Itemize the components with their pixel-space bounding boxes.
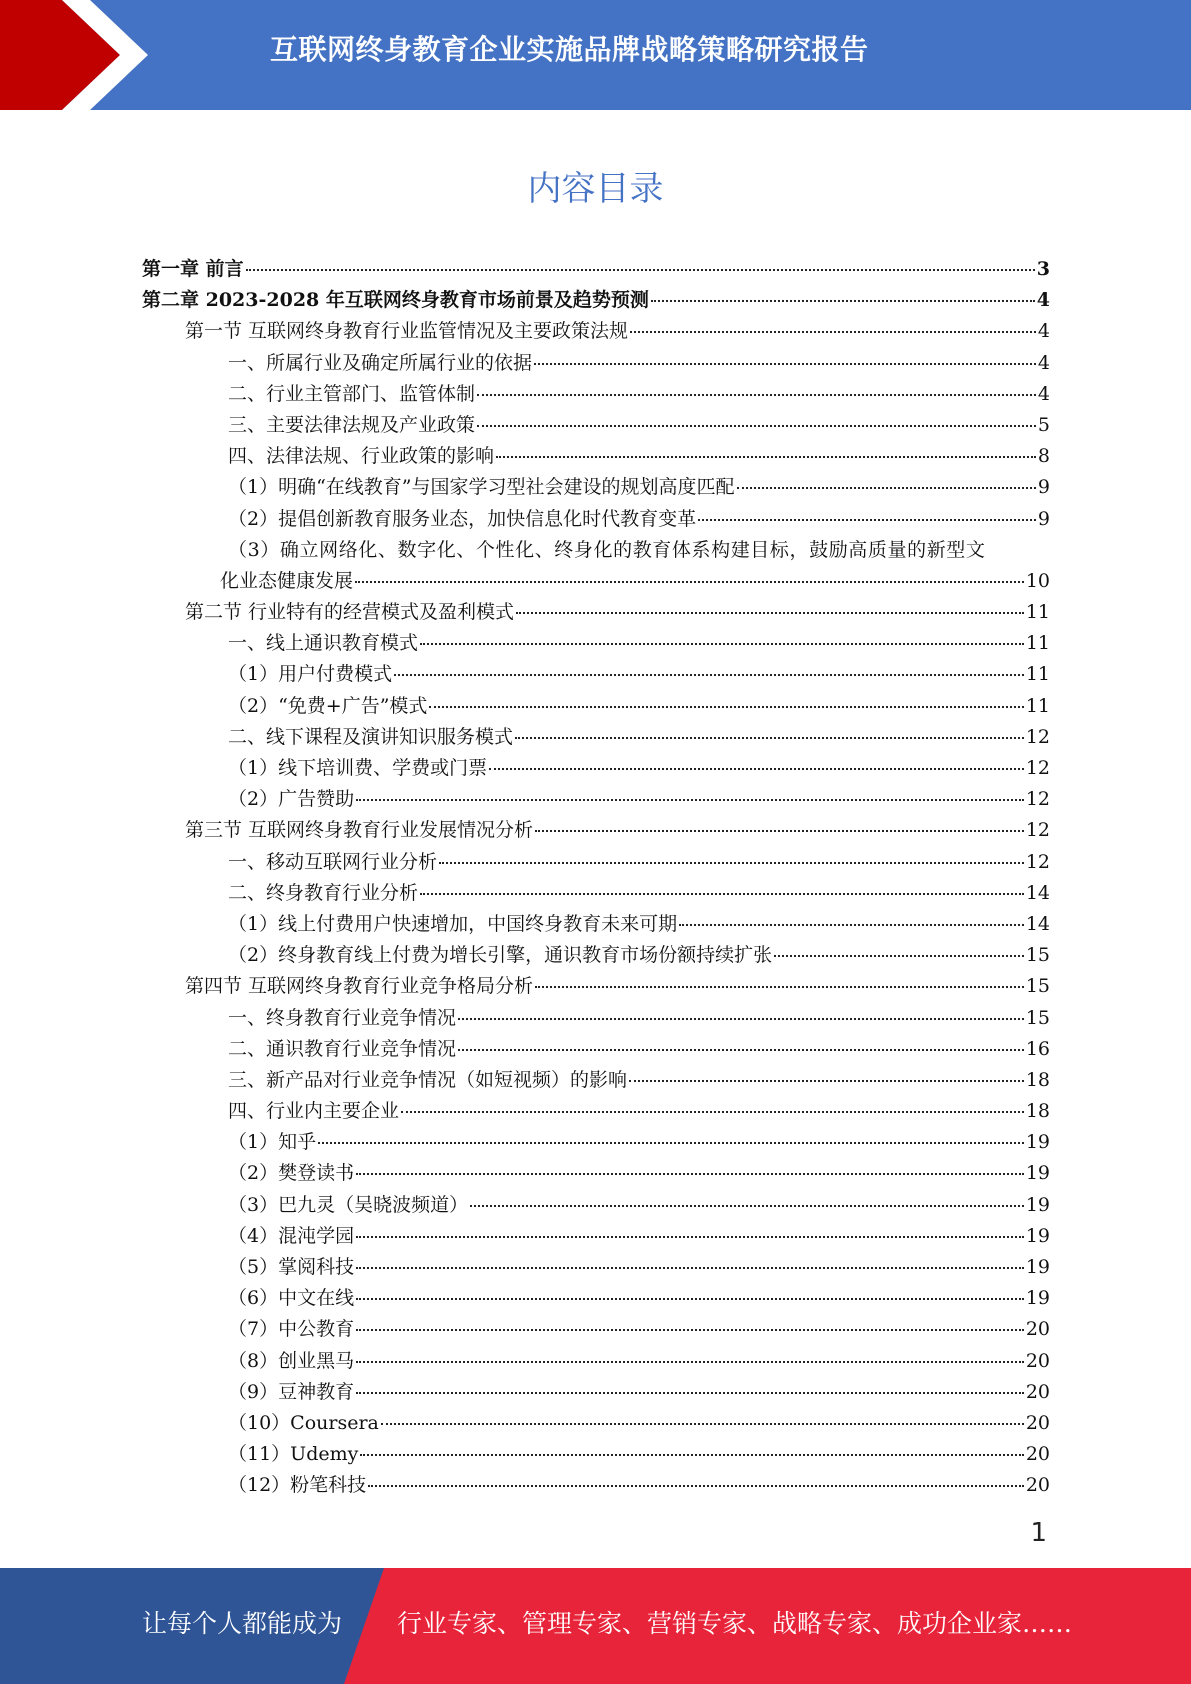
toc-entry[interactable] bbox=[142, 1158, 1050, 1189]
toc-entry[interactable] bbox=[142, 753, 1050, 784]
toc-entry-title: 一、线上通识教育模式 bbox=[228, 632, 419, 655]
toc-entry-title: 二、终身教育行业分析 bbox=[228, 881, 419, 904]
table-of-contents bbox=[142, 254, 1050, 1502]
toc-entry-title: 二、行业主管部门、监管体制 bbox=[228, 382, 476, 405]
toc-entry-page: 18 bbox=[1025, 1068, 1050, 1091]
toc-entry-title: （8）创业黑马 bbox=[228, 1349, 355, 1372]
toc-entry-page: 16 bbox=[1025, 1037, 1050, 1060]
toc-entry-title-continued: 化业态健康发展 bbox=[220, 569, 354, 592]
toc-entry-page: 14 bbox=[1025, 881, 1050, 904]
toc-entry[interactable] bbox=[142, 597, 1050, 628]
toc-entry-title: （6）中文在线 bbox=[228, 1287, 355, 1310]
toc-entry-title: （2）“免费+广告”模式 bbox=[228, 694, 428, 717]
toc-entry-page: 15 bbox=[1025, 1006, 1050, 1029]
toc-entry-title: （3）巴九灵（吴晓波频道） bbox=[228, 1193, 469, 1216]
toc-entry-title: 第二节 行业特有的经营模式及盈利模式 bbox=[185, 601, 515, 624]
toc-entry[interactable] bbox=[142, 441, 1050, 472]
toc-entry[interactable] bbox=[142, 316, 1050, 347]
toc-entry-page: 20 bbox=[1025, 1318, 1050, 1341]
toc-entry-title: （11）Udemy bbox=[228, 1443, 359, 1466]
toc-entry-page: 15 bbox=[1025, 944, 1050, 967]
page-number: 1 bbox=[1030, 1518, 1047, 1548]
toc-entry-title: （3）确立网络化、数字化、个性化、终身化的教育体系构建目标，鼓励高质量的新型文 bbox=[228, 538, 986, 561]
toc-entry[interactable] bbox=[142, 410, 1050, 441]
toc-entry-page: 14 bbox=[1025, 912, 1050, 935]
toc-entry[interactable] bbox=[142, 535, 1050, 597]
footer-slogan-right: 行业专家、管理专家、营销专家、战略专家、成功企业家…… bbox=[397, 1609, 1073, 1638]
toc-entry-page: 11 bbox=[1025, 694, 1050, 717]
toc-entry-title: 四、法律法规、行业政策的影响 bbox=[228, 445, 495, 468]
toc-entry[interactable] bbox=[142, 254, 1050, 285]
toc-entry-title: 一、所属行业及确定所属行业的依据 bbox=[228, 351, 533, 374]
toc-entry-title: （2）终身教育线上付费为增长引擎，通识教育市场份额持续扩张 bbox=[228, 944, 773, 967]
toc-entry-page: 11 bbox=[1025, 663, 1050, 686]
toc-entry[interactable] bbox=[142, 1096, 1050, 1127]
toc-entry[interactable] bbox=[142, 1314, 1050, 1345]
toc-entry[interactable] bbox=[142, 1065, 1050, 1096]
toc-entry-page: 20 bbox=[1025, 1349, 1050, 1372]
toc-entry-page: 4 bbox=[1036, 289, 1050, 312]
toc-entry[interactable] bbox=[142, 1283, 1050, 1314]
toc-entry[interactable] bbox=[142, 971, 1050, 1002]
toc-entry[interactable] bbox=[142, 691, 1050, 722]
toc-entry[interactable] bbox=[142, 909, 1050, 940]
toc-entry-page: 19 bbox=[1025, 1131, 1050, 1154]
toc-entry-page: 12 bbox=[1025, 725, 1050, 748]
toc-heading: 内容目录 bbox=[527, 169, 664, 209]
toc-entry-title: （12）粉笔科技 bbox=[228, 1474, 367, 1497]
toc-entry-title: （9）豆神教育 bbox=[228, 1380, 355, 1403]
toc-entry[interactable] bbox=[142, 1221, 1050, 1252]
toc-entry-page: 9 bbox=[1037, 476, 1050, 499]
toc-entry-page: 19 bbox=[1025, 1287, 1050, 1310]
toc-entry[interactable] bbox=[142, 348, 1050, 379]
report-header bbox=[0, 0, 1191, 110]
toc-entry[interactable] bbox=[142, 784, 1050, 815]
toc-entry-title: （4）混沌学园 bbox=[228, 1224, 355, 1247]
toc-entry-title: 第一节 互联网终身教育行业监管情况及主要政策法规 bbox=[185, 320, 629, 343]
toc-entry-page: 12 bbox=[1025, 850, 1050, 873]
footer-slogan-left: 让每个人都能成为 bbox=[142, 1609, 343, 1638]
toc-entry[interactable] bbox=[142, 1377, 1050, 1408]
toc-entry-title: （2）樊登读书 bbox=[228, 1162, 355, 1185]
toc-entry-page: 4 bbox=[1037, 351, 1050, 374]
toc-entry-title: （5）掌阅科技 bbox=[228, 1256, 355, 1278]
toc-entry-title: 第四节 互联网终身教育行业竞争格局分析 bbox=[185, 975, 534, 998]
toc-entry[interactable] bbox=[142, 285, 1050, 316]
toc-entry[interactable] bbox=[142, 628, 1050, 659]
toc-entry[interactable] bbox=[142, 1003, 1050, 1034]
toc-entry[interactable] bbox=[142, 1408, 1050, 1439]
toc-entry[interactable] bbox=[142, 1034, 1050, 1065]
toc-entry[interactable] bbox=[142, 472, 1050, 503]
toc-entry[interactable] bbox=[142, 722, 1050, 753]
toc-entry[interactable] bbox=[142, 940, 1050, 971]
toc-entry-page: 20 bbox=[1025, 1474, 1050, 1497]
toc-entry-title: （1）明确“在线教育”与国家学习型社会建设的规划高度匹配 bbox=[228, 476, 735, 499]
toc-entry-title: （1）知乎 bbox=[228, 1131, 317, 1154]
toc-entry[interactable] bbox=[142, 504, 1050, 535]
toc-entry-page: 11 bbox=[1025, 632, 1050, 655]
toc-entry-page: 12 bbox=[1025, 757, 1050, 779]
toc-entry[interactable] bbox=[142, 847, 1050, 878]
toc-entry[interactable] bbox=[142, 1439, 1050, 1470]
toc-entry-page: 20 bbox=[1025, 1411, 1050, 1434]
toc-entry-title: 一、移动互联网行业分析 bbox=[228, 850, 438, 873]
toc-entry-title: 一、终身教育行业竞争情况 bbox=[228, 1006, 457, 1029]
toc-entry[interactable] bbox=[142, 1470, 1050, 1501]
toc-entry-page: 19 bbox=[1025, 1224, 1050, 1247]
toc-entry-page: 19 bbox=[1025, 1162, 1050, 1185]
toc-entry-page: 3 bbox=[1036, 258, 1050, 280]
toc-entry-title: 三、主要法律法规及产业政策 bbox=[228, 413, 476, 436]
toc-entry-page: 5 bbox=[1037, 413, 1050, 436]
toc-entry-page: 18 bbox=[1025, 1100, 1050, 1123]
page-footer bbox=[0, 1568, 1191, 1684]
toc-entry-title: （1）线下培训费、学费或门票 bbox=[228, 757, 488, 779]
toc-entry[interactable] bbox=[142, 1190, 1050, 1221]
toc-entry-page: 19 bbox=[1025, 1193, 1050, 1216]
toc-entry-title: 二、通识教育行业竞争情况 bbox=[228, 1037, 457, 1060]
toc-entry-page: 4 bbox=[1037, 382, 1050, 405]
toc-entry[interactable] bbox=[142, 1252, 1050, 1283]
toc-entry[interactable] bbox=[142, 878, 1050, 909]
toc-entry-page: 19 bbox=[1025, 1256, 1050, 1278]
toc-entry[interactable] bbox=[142, 1127, 1050, 1158]
toc-entry-title: （2）提倡创新教育服务业态，加快信息化时代教育变革 bbox=[228, 507, 697, 530]
toc-entry-page: 10 bbox=[1025, 569, 1050, 592]
toc-entry-title: （1）线上付费用户快速增加，中国终身教育未来可期 bbox=[228, 912, 678, 935]
toc-entry-page: 15 bbox=[1025, 975, 1050, 998]
toc-entry[interactable] bbox=[142, 379, 1050, 410]
toc-entry-page: 4 bbox=[1037, 320, 1050, 343]
toc-entry-page: 20 bbox=[1025, 1443, 1050, 1466]
toc-entry-title: 第二章 2023-2028 年互联网终身教育市场前景及趋势预测 bbox=[142, 289, 649, 312]
toc-entry-title: （10）Coursera bbox=[228, 1411, 379, 1434]
toc-entry-title: （7）中公教育 bbox=[228, 1318, 355, 1341]
toc-entry-page: 8 bbox=[1037, 445, 1050, 468]
toc-entry[interactable] bbox=[142, 659, 1050, 690]
toc-entry[interactable] bbox=[142, 1346, 1050, 1377]
toc-entry-title: 二、线下课程及演讲知识服务模式 bbox=[228, 725, 514, 748]
toc-entry-page: 20 bbox=[1025, 1380, 1050, 1403]
toc-entry[interactable] bbox=[142, 815, 1050, 846]
toc-entry-page: 12 bbox=[1025, 788, 1050, 811]
toc-entry-title: 第三节 互联网终身教育行业发展情况分析 bbox=[185, 819, 534, 842]
report-title: 互联网终身教育企业实施品牌战略策略研究报告 bbox=[270, 33, 869, 66]
toc-entry-title: （2）广告赞助 bbox=[228, 788, 355, 811]
toc-entry-title: （1）用户付费模式 bbox=[228, 663, 393, 686]
toc-entry-title: 第一章 前言 bbox=[142, 258, 244, 280]
toc-entry-page: 9 bbox=[1037, 507, 1050, 530]
toc-entry-page: 12 bbox=[1025, 819, 1050, 842]
toc-entry-page: 11 bbox=[1025, 601, 1050, 624]
toc-entry-title: 三、新产品对行业竞争情况（如短视频）的影响 bbox=[228, 1068, 628, 1091]
toc-entry-title: 四、行业内主要企业 bbox=[228, 1100, 400, 1123]
